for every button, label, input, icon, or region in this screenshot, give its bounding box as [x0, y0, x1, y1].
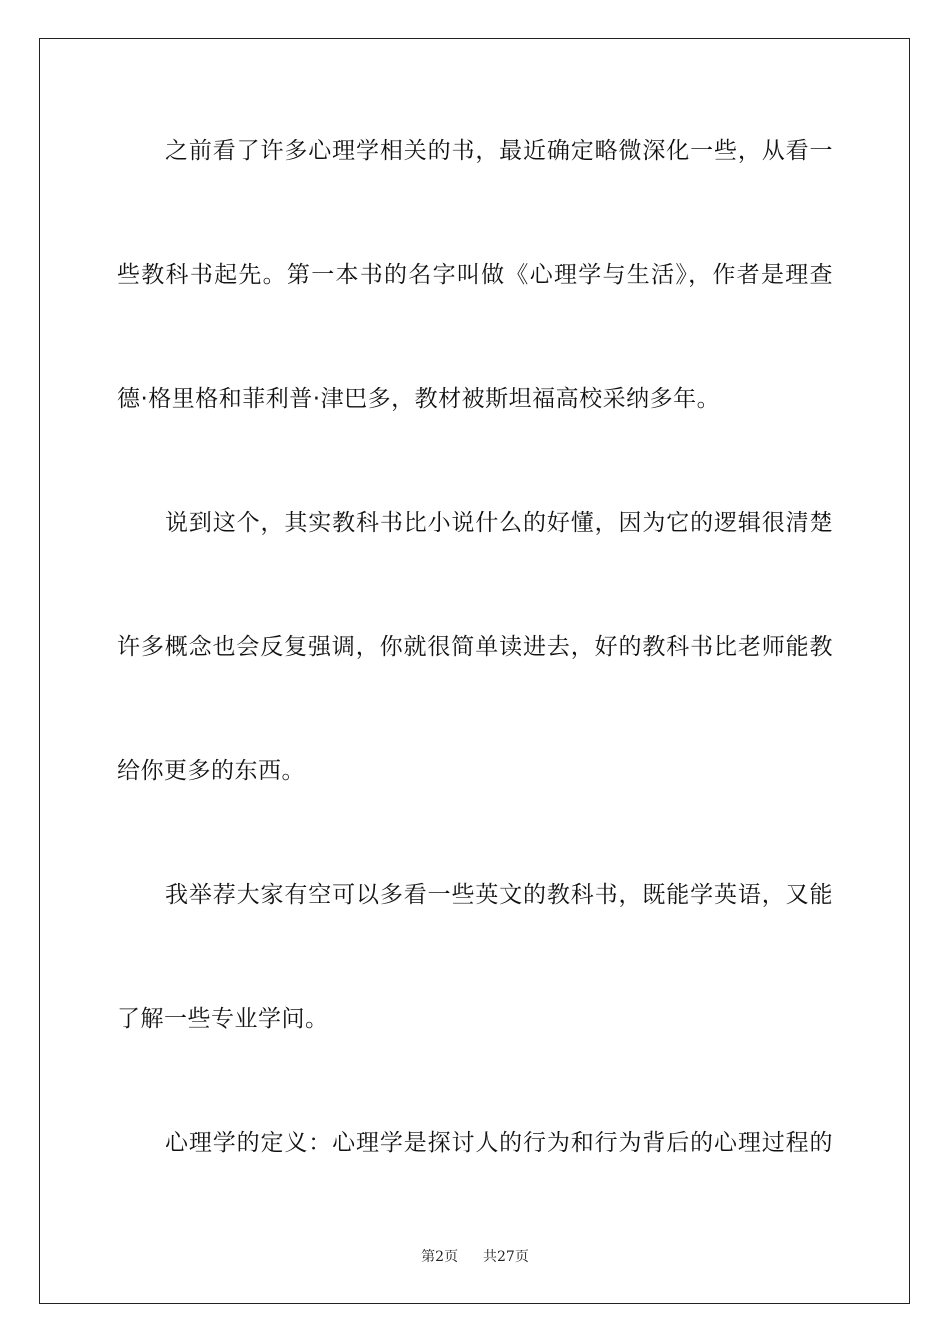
paragraph-line-6: 给你更多的东西。 — [117, 758, 305, 784]
paragraph-line-4: 说到这个，其实教科书比小说什么的好懂，因为它的逻辑很清楚 — [165, 510, 833, 536]
paragraph-line-7: 我举荐大家有空可以多看一些英文的教科书，既能学英语，又能 — [165, 882, 833, 908]
paragraph-line-1: 之前看了许多心理学相关的书，最近确定略微深化一些，从看一 — [165, 138, 833, 164]
paragraph-line-3: 德·格里格和菲利普·津巴多，教材被斯坦福高校采纳多年。 — [117, 386, 721, 412]
paragraph-line-2: 些教科书起先。第一本书的名字叫做《心理学与生活》，作者是理查 — [117, 262, 833, 288]
paragraph-line-5: 许多概念也会反复强调，你就很简单读进去，好的教科书比老师能教 — [117, 634, 833, 660]
page-footer — [0, 1248, 950, 1266]
paragraph-line-9: 心理学的定义：心理学是探讨人的行为和行为背后的心理过程的 — [165, 1130, 833, 1156]
total-pages-label: 共27页 — [483, 1249, 529, 1265]
paragraph-line-8: 了解一些专业学问。 — [117, 1006, 329, 1032]
page-border — [39, 38, 910, 1304]
current-page-label: 第2页 — [421, 1249, 459, 1265]
